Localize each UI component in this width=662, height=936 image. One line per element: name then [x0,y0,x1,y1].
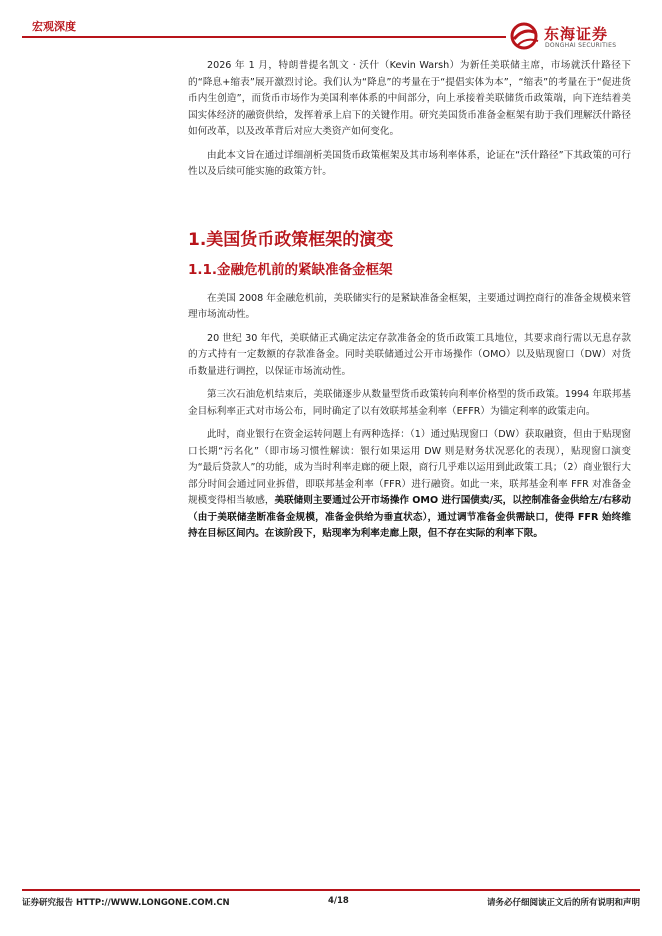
intro-paragraph-2: 由此本文旨在通过详细剖析美国货币政策框架及其市场利率体系，论证在“沃什路径”下其政策的可行性以及后续可能实施的政策方针。 [188,149,631,177]
header-divider [22,36,506,38]
body-paragraph-3: 第三次石油危机结束后，美联储逐步从数量型货币政策转向利率价格型的货币政策。1994 年联邦基金目标利率正式对市场公布，同时确定了以有效联邦基金利率（EFFR）为锚定利率的政策走向。 [188,389,631,417]
body-paragraph-4 [188,427,631,543]
paragraph-4-emphasis: 美联储则主要通过公开市场操作 OMO 进行国债卖/买，以控制准备金供给左/右移动（由于美联储垄断准备金规模，准备金供给为垂直状态），通过调节准备金供需缺口，使得 FFR 始终维持在目标区间内。在该阶段下，贴现率为利率走廊上限，但不存在实际的利率下限。 [188,495,632,539]
donghai-logo-icon [508,19,542,53]
company-logo [508,19,638,53]
paragraph-4-text: 此时，商业银行在资金运转问题上有两种选择：（1）通过贴现窗口（DW）获取融资，但由于贴现窗口长期“污名化”（即市场习惯性解读：银行如果运用 DW 则是财务状况恶化的表现），贴现窗口演变为“最后贷款人”的功能，成为当时利率走廊的硬上限，商行几乎难以运用到此政策工具；（2）商业银行大部分时间会通过同业拆借，即联邦基金利率（FFR）进行融资。如此一来，联邦基金利率 FFR 对准备金规模变得相当敏感， [188,429,631,506]
logo-name: 东海证券 [544,25,609,43]
main-content [188,58,631,550]
footer-disclaimer: 请务必仔细阅读正文后的所有说明和声明 [486,898,640,908]
page-header [0,0,662,50]
intro-paragraph-1: 2026 年 1 月，特朗普提名凯文 · 沃什（Kevin Warsh）为新任美联储主席，市场就沃什路径下的“降息+缩表”展开激烈讨论。我们认为“降息”的考量在于“提倡实体为本”，“缩表”的考量在于“促进货币内生创造”，而货币市场作为美国利率体系的中间部分，向上承接着美联储货币政策端，向下连结着美国实体经济的融资供给，发挥着承上启下的关键作用。研究美国货币准备金框架有助于我们理解沃什路径如何改革，以及改革背后对应大类资产如何变化。 [188,60,631,137]
footer-report-link[interactable]: 证券研究报告 HTTP://WWW.LONGONE.COM.CN [22,898,230,908]
section-label: 宏观深度 [32,20,76,33]
page-footer [22,896,640,910]
footer-divider [22,889,640,891]
body-paragraph-1: 在美国 2008 年金融危机前，美联储实行的是紧缺准备金框架，主要通过调控商行的准备金规模来管理市场流动性。 [188,292,631,320]
logo-subtitle: DONGHAI SECURITIES [545,42,617,49]
page-number: 4/18 [328,896,349,906]
section-heading: 1.美国货币政策框架的演变 [188,229,394,250]
body-paragraph-2: 20 世纪 30 年代，美联储正式确定法定存款准备金的货币政策工具地位，其要求商行需以无息存款的方式持有一定数额的存款准备金。同时美联储通过公开市场操作（OMO）以及贴现窗口（DW）对货币数量进行调控，以保证市场流动性。 [188,332,631,377]
subsection-heading: 1.1.金融危机前的紧缺准备金框架 [188,261,393,278]
